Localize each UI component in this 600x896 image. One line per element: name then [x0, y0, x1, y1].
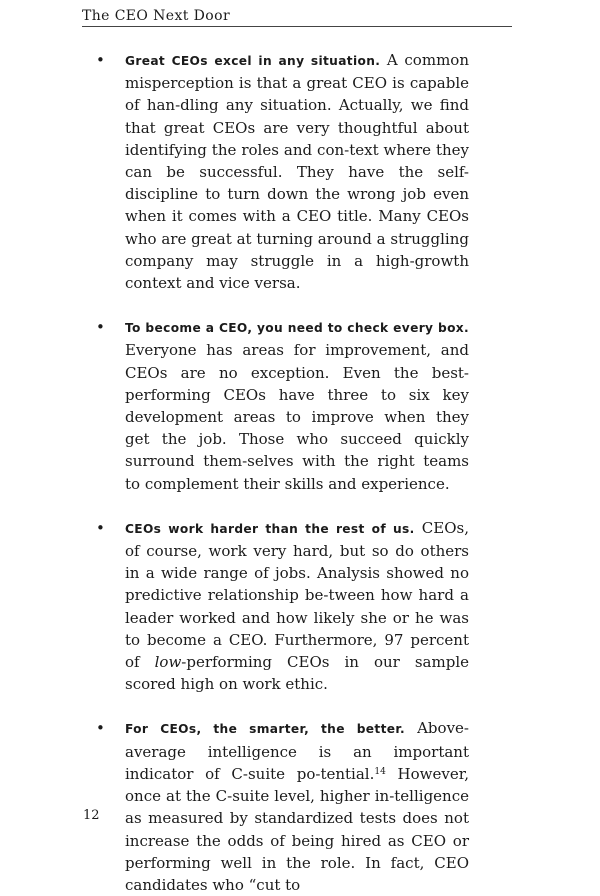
list-item	[85, 517, 469, 696]
bullet-lead: Great CEOs excel in any situation.	[125, 54, 381, 68]
list-item	[85, 316, 469, 495]
page-body	[85, 49, 469, 896]
bullet-icon: •	[96, 51, 105, 69]
bullet-lead: To become a CEO, you need to check every box.	[125, 321, 469, 336]
bullet-body: Above-average intelligence is an important indicator of C-suite po-tential.	[125, 719, 469, 783]
page-number: 12	[83, 808, 100, 823]
bullet-lead: For CEOs, the smarter, the better.	[125, 722, 405, 737]
running-head: The CEO Next Door	[82, 8, 512, 27]
footnote-marker[interactable]: 14	[374, 766, 386, 777]
bullet-icon: •	[96, 318, 105, 337]
bullet-body: Everyone has areas for improvement, and CEOs are no exception. Even the best-performing CEOs have three to six key development areas to improve when they get the job. Those who succeed quickly surround them-selves with the right teams to complement their skills and experience.	[125, 341, 469, 493]
bullet-body-continued: -performing CEOs in our sample scored high on work ethic.	[125, 653, 469, 694]
bullet-body: A common misperception is that a great CEO is capable of han-dling any situation. Actually, we find that great CEOs are very thoughtful about identifying the roles and con-text where they can be successful. They have the self-discipline to turn down the wrong job even when it comes with a CEO title. Many CEOs who are great at turning around a struggling company may struggle in a high-growth context and vice versa.	[125, 51, 469, 293]
emphasis: low	[154, 653, 182, 672]
list-item	[85, 49, 469, 294]
list-item	[85, 717, 469, 896]
bullet-body-continued: However, once at the C-suite level, higher in-telligence as measured by standardized tests does not increase the odds of being hired as CEO or performing well in the role. In fact, CEO candidates who “cut to	[125, 764, 469, 894]
bullet-icon: •	[96, 719, 105, 738]
bullet-body: CEOs, of course, work very hard, but so do others in a wide range of jobs. Analysis showed no predictive relationship be-tween how hard a leader worked and how likely she or he was to become a CEO. Furthermore, 97 percent of	[125, 518, 469, 672]
bullet-lead: CEOs work harder than the rest of us.	[125, 521, 415, 536]
bullet-icon: •	[96, 518, 105, 537]
